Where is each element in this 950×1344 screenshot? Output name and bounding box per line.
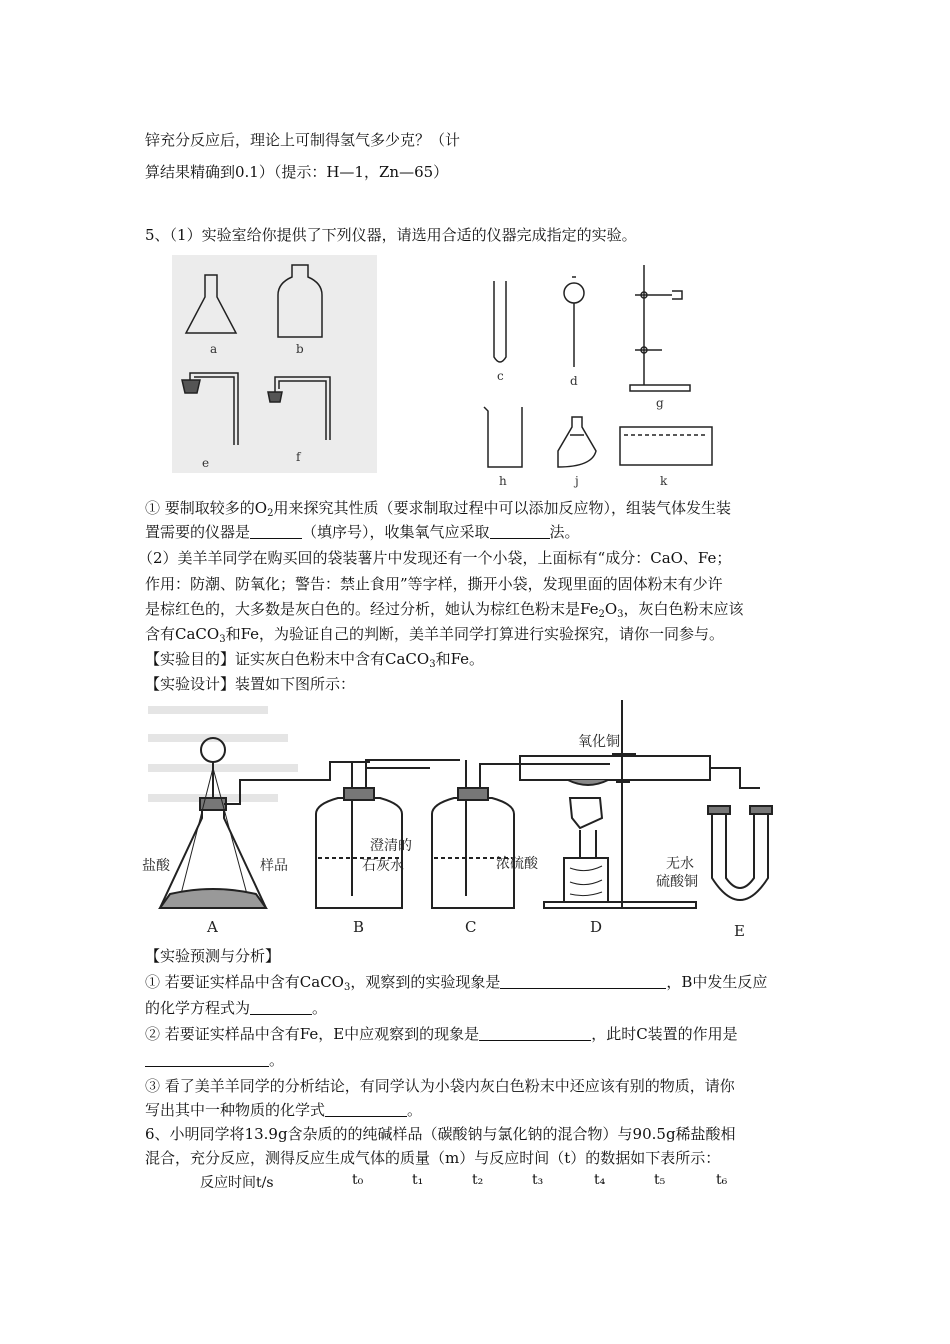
- label-f: e: [202, 456, 210, 470]
- prediction-2-line-b: [145, 1050, 284, 1070]
- q5-2-line-d: [145, 624, 724, 650]
- p1-tail: ，B中发生反应: [666, 973, 768, 991]
- label-c: c: [497, 369, 504, 383]
- table-col-t4: t₄: [594, 1172, 606, 1188]
- p1-post: ，观察到的实验现象是: [350, 973, 501, 991]
- label-hcl: 盐酸: [142, 858, 170, 874]
- q5-2d-pre: 含有CaCO: [145, 625, 220, 643]
- iron-stand-icon: [630, 265, 690, 391]
- tube-a-b: [320, 762, 370, 780]
- p2b-post: 。: [269, 1051, 285, 1069]
- table-col-t2: t₂: [472, 1172, 484, 1188]
- answer-blank-instruments[interactable]: [250, 523, 302, 539]
- question-4-text-line1: 锌充分反应后，理论上可制得氢气多少克？（计: [145, 131, 461, 149]
- alcohol-lamp-icon: [558, 417, 596, 467]
- q5-1b-mid: （填序号），收集氧气应采取: [302, 523, 490, 541]
- table-col-t3: t₃: [532, 1172, 544, 1188]
- label-A: A: [207, 918, 218, 936]
- q5-1a-sub: 2: [267, 508, 274, 519]
- apparatus-c-bottle: [432, 760, 560, 908]
- prediction-1-line-a: [145, 972, 767, 998]
- faint-background-text: [148, 706, 298, 802]
- prediction-heading: 【实验预测与分析】: [145, 947, 281, 965]
- test-tube-icon: [494, 281, 506, 362]
- answer-blank-e-phenomenon[interactable]: [479, 1025, 591, 1041]
- separatory-funnel-icon: [564, 277, 584, 367]
- p1b-post: 。: [312, 999, 328, 1017]
- label-a: a: [210, 342, 218, 356]
- q5-2-line-a: （2）美羊羊同学在购买回的袋装薯片中发现还有一个小袋，上面标有“成分：CaO、Fe；: [138, 549, 732, 567]
- table-row-header: 反应时间t/s: [200, 1175, 274, 1191]
- answer-blank-caco3-phenomenon[interactable]: [500, 973, 666, 989]
- q5-1b-pre: 置需要的仪器是: [145, 523, 251, 541]
- p1b-pre: 的化学方程式为: [145, 999, 251, 1017]
- q5-2c-sub2: 3: [617, 609, 624, 620]
- answer-blank-collection-method[interactable]: [490, 523, 550, 539]
- question-6-line-b: 混合，充分反应，测得反应生成气体的质量（m）与反应时间（t）的数据如下表所示：: [145, 1149, 721, 1167]
- label-E: E: [734, 922, 745, 940]
- label-h2so4: 浓硫酸: [496, 856, 538, 872]
- prediction-1-line-b: [145, 998, 327, 1018]
- table-col-t1: t₁: [412, 1172, 424, 1188]
- label-C: C: [465, 918, 477, 936]
- label-e: g: [656, 396, 664, 410]
- tube-d-e: [710, 768, 760, 788]
- question-4-text-line2: 算结果精确到0.1）（提示：H—1，Zn—65）: [145, 163, 449, 181]
- apparatus-a-flask: [160, 738, 320, 908]
- p2-post: ，此时C装置的作用是: [591, 1025, 738, 1043]
- figure-left-background: [172, 255, 377, 473]
- prediction-3-line-b: [145, 1100, 422, 1120]
- table-col-t0: t₀: [352, 1172, 364, 1188]
- p3b-pre: 写出其中一种物质的化学式: [145, 1101, 326, 1119]
- label-k: k: [660, 474, 668, 488]
- experiment-aim: [145, 649, 484, 675]
- q5-2c-mid: O: [604, 600, 618, 618]
- aim-post: 和Fe。: [435, 650, 485, 668]
- p1-pre: ① 若要证实样品中含有CaCO: [145, 973, 344, 991]
- label-b: b: [296, 342, 304, 356]
- q5-1b-post: 法。: [549, 523, 580, 541]
- table-col-t5: t₅: [654, 1172, 666, 1188]
- answer-blank-c-role[interactable]: [145, 1051, 269, 1067]
- tube-b-c: [366, 760, 460, 768]
- q5-1a-post: 用来探究其性质（要求制取过程中可以添加反应物），组装气体发生装: [273, 499, 731, 517]
- label-D: D: [590, 918, 603, 936]
- label-g: f: [296, 450, 301, 464]
- q5-1a-pre: ① 要制取较多的O: [145, 499, 268, 517]
- label-cuso4-2: 硫酸铜: [656, 874, 698, 890]
- q5-2c-post: ，灰白色粉末应该: [623, 600, 744, 618]
- label-h: h: [499, 474, 507, 488]
- label-sample: 样品: [260, 858, 288, 874]
- prediction-3-line-a: ③ 看了美羊羊同学的分析结论，有同学认为小袋内灰白色粉末中还应该有别的物质，请你: [145, 1077, 735, 1095]
- apparatus-figure: [140, 698, 820, 948]
- label-B: B: [353, 918, 365, 936]
- label-limewater-1: 澄清的: [370, 838, 412, 854]
- label-cuo: 氧化铜: [578, 734, 620, 750]
- answer-blank-formula[interactable]: [325, 1101, 407, 1117]
- table-col-t6: t₆: [716, 1172, 728, 1188]
- experiment-design: 【实验设计】装置如下图所示：: [145, 675, 356, 693]
- aim-pre: 【实验目的】证实灰白色粉末中含有CaCO: [145, 650, 430, 668]
- beaker-icon: [484, 407, 522, 467]
- p1-sub: 3: [343, 982, 351, 993]
- q5-2d-post: 和Fe，为验证自己的判断，美羊羊同学打算进行实验探究，请你一同参与。: [225, 625, 725, 643]
- q5-2c-pre: 是棕红色的，大多数是灰白色的。经过分析，她认为棕红色粉末是Fe: [145, 600, 599, 618]
- label-limewater-2: 石灰水: [362, 858, 404, 874]
- answer-blank-b-equation[interactable]: [250, 999, 312, 1015]
- water-trough-icon: [620, 427, 712, 465]
- apparatus-e-u-tube: [708, 806, 772, 900]
- question-6-line-a: 6、小明同学将13.9g含杂质的的纯碱样品（碳酸钠与氯化钠的混合物）与90.5g稀盐酸相: [145, 1125, 736, 1143]
- q5-2d-sub: 3: [219, 634, 226, 645]
- aim-sub: 3: [429, 659, 436, 670]
- apparatus-b-bottle: [316, 762, 430, 908]
- q5-2c-sub1: 2: [598, 609, 605, 620]
- q5-2-line-b: 作用：防潮、防氧化；警告：禁止食用”等字样，撕开小袋，发现里面的固体粉末有少许: [145, 575, 723, 593]
- q5-1-line-a: [145, 498, 731, 524]
- q5-1-line-b: [145, 522, 580, 542]
- p3b-post: 。: [407, 1101, 423, 1119]
- p2-pre: ② 若要证实样品中含有Fe，E中应观察到的现象是: [145, 1025, 480, 1043]
- question-5-title: 5、（1）实验室给你提供了下列仪器，请选用合适的仪器完成指定的实验。: [145, 226, 637, 244]
- q5-2-line-c: [145, 599, 744, 625]
- label-j: j: [575, 474, 579, 488]
- instruments-figure: [172, 255, 742, 488]
- label-d: d: [570, 374, 578, 388]
- label-cuso4-1: 无水: [666, 856, 694, 872]
- prediction-2-line-a: [145, 1024, 738, 1044]
